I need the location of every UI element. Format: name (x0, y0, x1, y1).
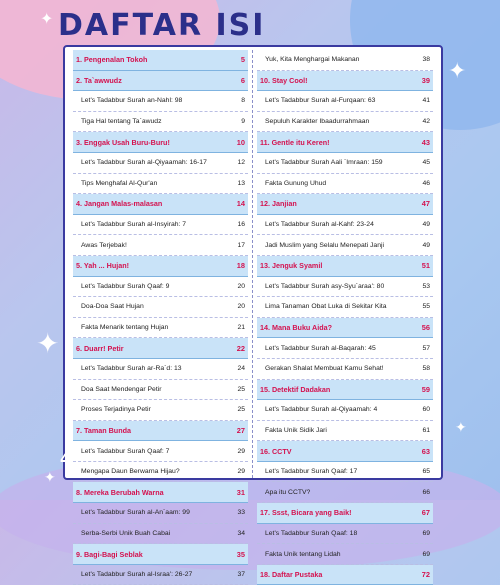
toc-page-number: 45 (422, 159, 430, 167)
toc-page-number: 8 (241, 97, 245, 105)
toc-page-number: 20 (237, 282, 245, 290)
toc-chapter-row (73, 421, 248, 442)
toc-chapter-row (257, 441, 433, 462)
toc-entry-label: Let's Tadabbur Surah asy-Syu`araa': 80 (265, 282, 385, 290)
toc-entry-row (73, 91, 248, 112)
toc-page-number: 60 (422, 406, 430, 414)
toc-column-left (69, 50, 253, 579)
toc-entry-row (257, 544, 433, 565)
toc-page-number: 31 (236, 487, 245, 497)
toc-entry-label: Fakta Unik tentang Lidah (265, 550, 341, 558)
toc-page-number: 69 (422, 550, 430, 558)
toc-page-number: 43 (421, 137, 430, 147)
toc-entry-label: 12. Janjian (260, 199, 297, 209)
toc-page-number: 39 (421, 75, 430, 85)
toc-entry-row (257, 524, 433, 545)
toc-chapter-row (73, 132, 248, 153)
page-number: 4 (60, 452, 70, 468)
toc-entry-label: Let's Tadabbur Surah Qaaf: 9 (81, 282, 170, 290)
toc-page-number: 18 (236, 261, 245, 271)
toc-page-number: 49 (422, 241, 430, 249)
toc-page-number: 41 (422, 97, 430, 105)
toc-entry-row (73, 297, 248, 318)
toc-page-number: 51 (421, 261, 430, 271)
toc-entry-label: 14. Mana Buku Aida? (260, 323, 333, 333)
toc-page-number: 55 (422, 303, 430, 311)
toc-entry-label: Sepuluh Karakter Ibaadurrahmaan (265, 118, 370, 126)
toc-entry-label: Let's Tadabbur Surah Qaaf: 17 (265, 468, 358, 476)
toc-entry-label: Apa itu CCTV? (265, 488, 311, 496)
toc-chapter-row (73, 71, 248, 92)
toc-entry-label: Lima Tanaman Obat Luka di Sekitar Kita (265, 303, 387, 311)
toc-chapter-row (257, 71, 433, 92)
toc-entry-row (257, 50, 433, 71)
toc-page-number: 25 (237, 406, 245, 414)
toc-entry-row (257, 91, 433, 112)
toc-entry-label: Let's Tadabbur Surah al-Kahf: 23-24 (265, 221, 374, 229)
toc-entry-label: Let's Tadabbur Surah al-Insyirah: 7 (81, 221, 187, 229)
toc-page-number: 22 (236, 343, 245, 353)
toc-entry-label: 1. Pengenalan Tokoh (76, 55, 148, 65)
toc-page-number: 53 (422, 282, 430, 290)
toc-page-number: 57 (422, 344, 430, 352)
toc-page-number: 34 (237, 529, 245, 537)
toc-entry-label: Let's Tadabbur Surah al-Qiyaamah: 4 (265, 406, 378, 414)
table-of-contents (63, 45, 443, 580)
toc-entry-label: Awas Terjebak! (81, 241, 127, 249)
toc-entry-label: Let's Tadabbur Surah an-Nahl: 98 (81, 97, 183, 105)
toc-page-number: 24 (237, 365, 245, 373)
toc-entry-label: Let's Tadabbur Surah al-An`aam: 99 (81, 509, 190, 517)
toc-entry-row (73, 153, 248, 174)
toc-entry-row (73, 112, 248, 133)
toc-page-number: 17 (237, 241, 245, 249)
toc-entry-label: 5. Yah ... Hujan! (76, 261, 129, 271)
toc-chapter-row (257, 194, 433, 215)
toc-entry-row (73, 441, 248, 462)
toc-entry-row (257, 338, 433, 359)
toc-entry-row (73, 524, 248, 545)
toc-entry-label: Let's Tadabbur Surah al-Israa': 26-27 (81, 571, 193, 579)
toc-chapter-row (257, 503, 433, 524)
toc-page-number: 59 (421, 384, 430, 394)
sparkle-icon: ✦ (40, 11, 54, 28)
toc-entry-label: 8. Mereka Berubah Warna (76, 487, 164, 497)
toc-entry-row (73, 380, 248, 401)
toc-entry-label: Yuk, Kita Menghargai Makanan (265, 56, 360, 64)
toc-entry-label: Let's Tadabbur Surah Qaaf: 7 (81, 447, 170, 455)
toc-page-number: 46 (422, 179, 430, 187)
toc-entry-label: Let's Tadabbur Surah al-Qiyaamah: 16-17 (81, 159, 207, 167)
toc-page-number: 27 (236, 425, 245, 435)
toc-entry-label: Tiga Hal tentang Ta`awudz (81, 118, 162, 126)
toc-page-number: 49 (422, 221, 430, 229)
toc-page-number: 72 (421, 570, 430, 580)
toc-entry-row (73, 462, 248, 483)
toc-page-number: 67 (421, 508, 430, 518)
toc-entry-label: Proses Terjadinya Petir (81, 406, 151, 414)
toc-entry-label: Tips Menghafal Al-Qur'an (81, 179, 158, 187)
toc-entry-label: 3. Enggak Usah Buru-Buru! (76, 137, 170, 147)
toc-entry-label: Doa Saat Mendengar Petir (81, 385, 162, 393)
toc-entry-label: 13. Jenguk Syamil (260, 261, 323, 271)
toc-page-number: 29 (237, 447, 245, 455)
toc-page-number: 9 (241, 118, 245, 126)
toc-entry-label: Let's Tadabbur Surah al-Furqaan: 63 (265, 97, 376, 105)
toc-entry-row (73, 503, 248, 524)
toc-entry-row (257, 400, 433, 421)
toc-entry-label: 4. Jangan Malas-malasan (76, 199, 163, 209)
toc-entry-label: 6. Duarr! Petir (76, 343, 124, 353)
toc-page-number: 14 (236, 199, 245, 209)
toc-entry-row (73, 174, 248, 195)
toc-entry-row (257, 235, 433, 256)
toc-page-number: 63 (421, 446, 430, 456)
toc-entry-label: Fakta Unik Sidik Jari (265, 426, 327, 434)
toc-entry-row (257, 297, 433, 318)
toc-page-number: 13 (237, 179, 245, 187)
toc-page-number: 47 (421, 199, 430, 209)
toc-chapter-row (73, 194, 248, 215)
toc-chapter-row (257, 318, 433, 339)
toc-entry-label: Let's Tadabbur Surah Qaaf: 18 (265, 529, 358, 537)
toc-page-number: 16 (237, 221, 245, 229)
toc-entry-label: 16. CCTV (260, 446, 292, 456)
toc-chapter-row (257, 565, 433, 585)
toc-entry-row (73, 565, 248, 585)
toc-page-number: 56 (421, 323, 430, 333)
toc-entry-label: Doa-Doa Saat Hujan (81, 303, 144, 311)
toc-entry-label: Let's Tadabbur Surah Aali `Imraan: 159 (265, 159, 383, 167)
toc-chapter-row (73, 544, 248, 565)
toc-page-number: 20 (237, 303, 245, 311)
sparkle-icon: ✦ (448, 58, 467, 83)
toc-entry-row (257, 153, 433, 174)
toc-page-number: 35 (236, 549, 245, 559)
toc-entry-label: Jadi Muslim yang Selalu Menepati Janji (265, 241, 385, 249)
toc-entry-row (73, 277, 248, 298)
toc-page-number: 65 (422, 468, 430, 476)
toc-page-number: 25 (237, 385, 245, 393)
toc-entry-row (257, 421, 433, 442)
toc-entry-row (73, 318, 248, 339)
toc-chapter-row (257, 132, 433, 153)
toc-entry-label: Let's Tadabbur Surah al-Baqarah: 45 (265, 344, 376, 352)
toc-chapter-row (73, 256, 248, 277)
toc-entry-label: Fakta Gunung Uhud (265, 179, 327, 187)
toc-entry-row (257, 277, 433, 298)
toc-chapter-row (73, 338, 248, 359)
toc-page-number: 29 (237, 468, 245, 476)
toc-entry-row (73, 235, 248, 256)
toc-page-number: 61 (422, 426, 430, 434)
toc-entry-label: 11. Gentle itu Keren! (260, 137, 330, 147)
toc-page-number: 69 (422, 529, 430, 537)
toc-entry-label: 10. Stay Cool! (260, 75, 308, 85)
sparkle-icon: ✦ (36, 328, 60, 359)
toc-page-number: 5 (240, 55, 245, 65)
toc-page-number: 58 (422, 365, 430, 373)
toc-entry-label: Let's Tadabbur Surah ar-Ra`d: 13 (81, 365, 182, 373)
toc-chapter-row (73, 50, 248, 71)
toc-page-number: 10 (236, 137, 245, 147)
toc-entry-row (257, 112, 433, 133)
toc-entry-label: 18. Daftar Pustaka (260, 570, 323, 580)
toc-entry-label: Fakta Menarik tentang Hujan (81, 324, 169, 332)
toc-entry-label: 15. Detektif Dadakan (260, 384, 331, 394)
toc-entry-row (257, 462, 433, 483)
toc-entry-label: 2. Ta`awwudz (76, 75, 122, 85)
toc-entry-row (73, 400, 248, 421)
toc-entry-label: Gerakan Shalat Membuat Kamu Sehat! (265, 365, 384, 373)
toc-entry-row (73, 215, 248, 236)
sparkle-icon: ✦ (44, 469, 56, 485)
toc-page-number: 42 (422, 118, 430, 126)
toc-page-number: 66 (422, 488, 430, 496)
toc-entry-row (73, 359, 248, 380)
toc-page-number: 6 (240, 75, 245, 85)
toc-entry-label: Mengapa Daun Berwarna Hijau? (81, 468, 180, 476)
toc-chapter-row (257, 256, 433, 277)
toc-entry-label: 17. Ssst, Bicara yang Baik! (260, 508, 352, 518)
sparkle-icon: ✦ (455, 419, 467, 435)
page-title: DAFTAR ISI (58, 8, 266, 43)
toc-entry-label: Serba-Serbi Unik Buah Cabai (81, 529, 171, 537)
toc-entry-row (257, 359, 433, 380)
toc-page-number: 38 (422, 56, 430, 64)
toc-entry-row (257, 174, 433, 195)
toc-column-right (253, 50, 437, 580)
toc-page-number: 33 (237, 509, 245, 517)
toc-page-number: 21 (237, 324, 245, 332)
toc-page-number: 37 (237, 571, 245, 579)
toc-page-number: 12 (237, 159, 245, 167)
toc-chapter-row (257, 380, 433, 401)
toc-entry-label: 9. Bagi-Bagi Seblak (76, 549, 143, 559)
toc-entry-row (257, 215, 433, 236)
toc-entry-label: 7. Taman Bunda (76, 425, 131, 435)
